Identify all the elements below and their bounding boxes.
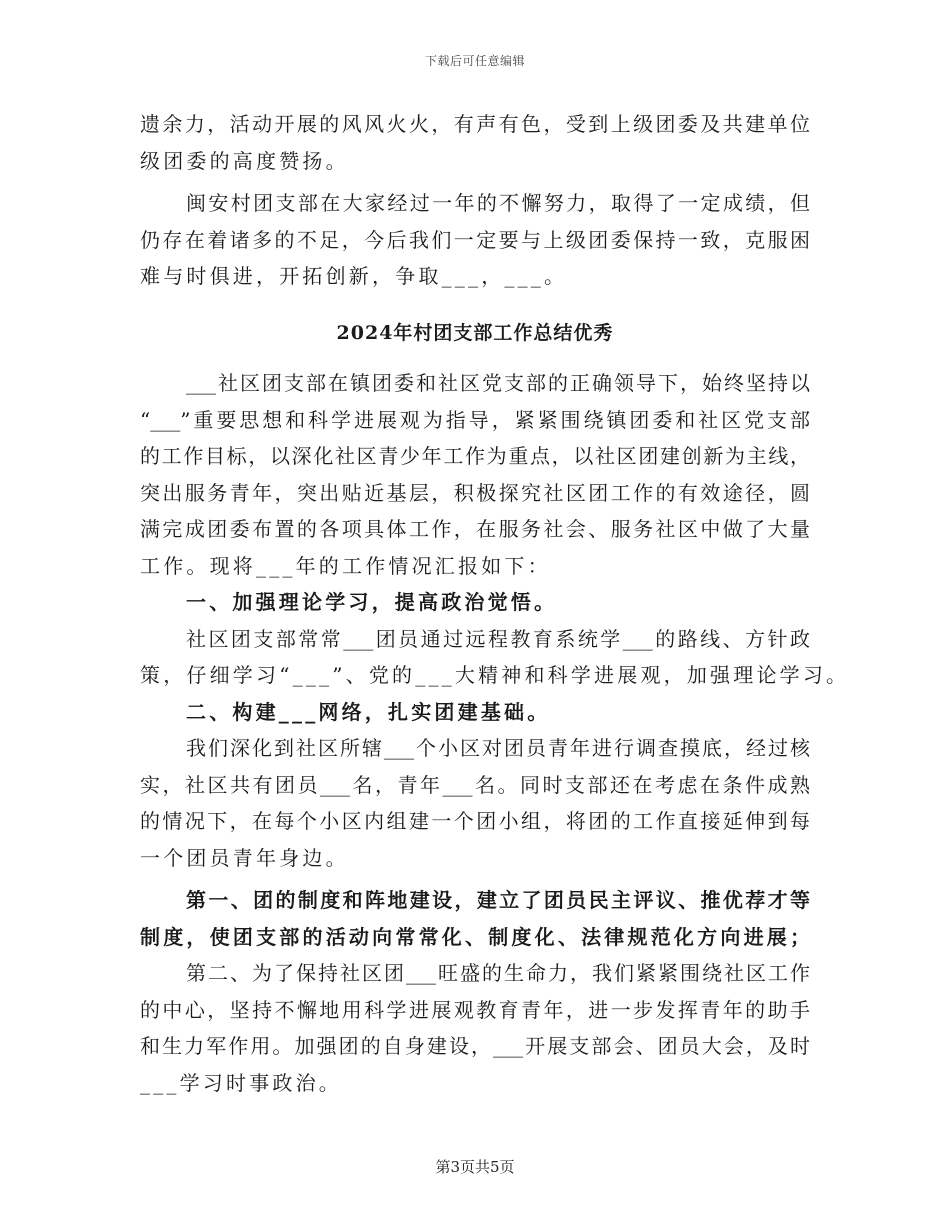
paragraph-line: 的中心，坚持不懈地用科学进展观教育青年，进一步发挥青年的助手 (140, 997, 810, 1022)
paragraph-line: ___学习时事政治。 (140, 1070, 342, 1095)
paragraph-line: 难与时俱进，开拓创新，争取___，___。 (140, 264, 568, 288)
paragraph-line: 突出服务青年，突出贴近基层，积极探究社区团工作的有效途径，圆 (140, 480, 810, 505)
paragraph-line: 第二、为了保持社区团___旺盛的生命力，我们紧紧围绕社区工作 (186, 961, 810, 985)
paragraph-line: 一个团员青年身边。 (140, 845, 349, 870)
paragraph-line: 社区团支部常常___团员通过远程教育系统学___的路线、方针政 (186, 626, 810, 651)
paragraph-line: “___”重要思想和科学进展观为指导，紧紧围绕镇团委和社区党支部 (140, 407, 810, 432)
page-header: 下载后可任意编辑 (424, 54, 525, 68)
paragraph-line: 的情况下，在每个小区内组建一个团小组，将团的工作直接延伸到每 (140, 809, 810, 833)
section-title: 2024年村团支部工作总结优秀 (336, 321, 614, 344)
paragraph-line-bold: 第一、团的制度和阵地建设，建立了团员民主评议、推优荐才等 (186, 888, 810, 912)
paragraph-line: 仍存在着诸多的不足，今后我们一定要与上级团委保持一致，克服困 (140, 227, 810, 252)
paragraph-line: 我们深化到社区所辖___个小区对团员青年进行调查摸底，经过核 (186, 736, 810, 760)
paragraph-line-bold: 制度，使团支部的活动向常常化、制度化、法律规范化方向进展； (140, 924, 810, 949)
paragraph-line: 遗余力，活动开展的风风火火，有声有色，受到上级团委及共建单位 (140, 112, 810, 136)
paragraph-line: 级团委的高度赞扬。 (140, 148, 349, 173)
paragraph-line: 和生力军作用。加强团的自身建设，___开展支部会、团员大会，及时 (140, 1034, 810, 1058)
paragraph-line: ___社区团支部在镇团委和社区党支部的正确领导下，始终坚持以 (186, 371, 810, 395)
paragraph-line: 实，社区共有团员___名，青年___名。同时支部还在考虑在条件成熟 (140, 772, 810, 797)
subheading: 二、构建___网络，扎实团建基础。 (186, 699, 551, 724)
paragraph-line: 闽安村团支部在大家经过一年的不懈努力，取得了一定成绩，但 (186, 191, 810, 215)
document-body (140, 106, 850, 1101)
paragraph-line: 满完成团委布置的各项具体工作，在服务社会、服务社区中做了大量 (140, 517, 810, 541)
page-number: 第3页共5页 (435, 1158, 515, 1176)
paragraph-line: 的工作目标，以深化社区青少年工作为重点，以社区团建创新为主线， (140, 444, 810, 468)
paragraph-line: 工作。现将___年的工作情况汇报如下： (140, 553, 551, 578)
subheading: 一、加强理论学习，提高政治觉悟。 (186, 590, 558, 614)
paragraph-line: 策，仔细学习“___”、党的___大精神和科学进展观，加强理论学习。 (140, 663, 850, 687)
